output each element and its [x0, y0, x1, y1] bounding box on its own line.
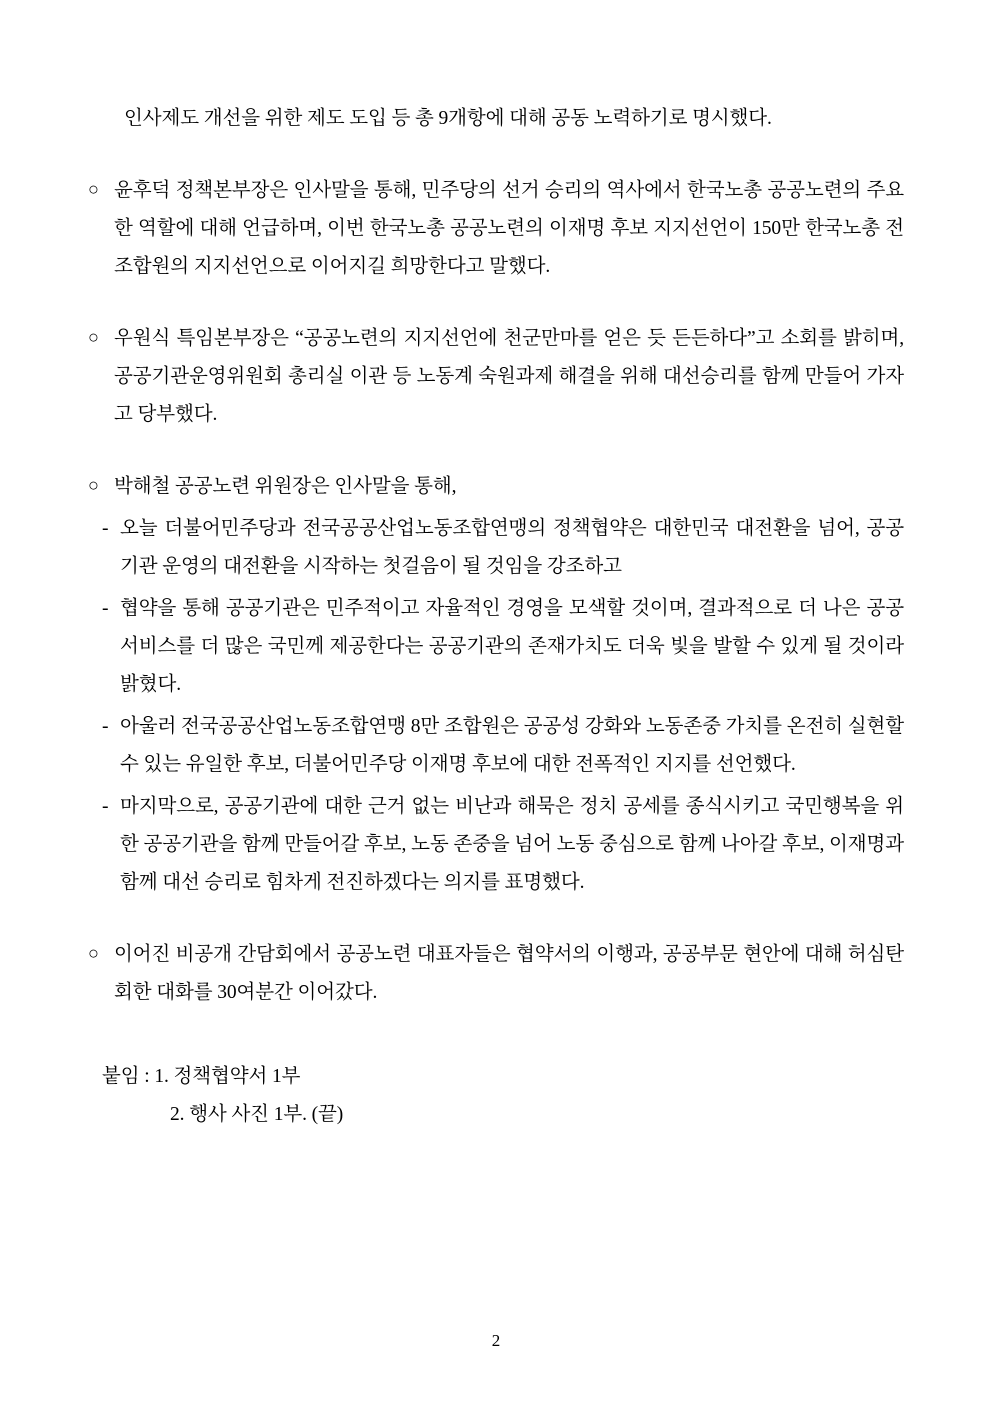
sub-item-list — [88, 510, 904, 902]
bullet-paragraph-2 — [88, 320, 904, 434]
bullet-paragraph-1-text: 윤후덕 정책본부장은 인사말을 통해, 민주당의 선거 승리의 역사에서 한국노총 공공노련의 주요한 역할에 대해 언급하며, 이번 한국노총 공공노련의 이재명 후보 지지선언이 150만 한국노총 전 조합원의 지지선언으로 이어지길 희망한다고 말했다. — [114, 180, 904, 278]
list-item-text: 협약을 통해 공공기관은 민주적이고 자율적인 경영을 모색할 것이며, 결과적으로 더 나은 공공서비스를 더 많은 국민께 제공한다는 공공기관의 존재가치도 더욱 빛을 발할 수 있게 될 것이라 밝혔다. — [120, 598, 904, 696]
bullet-marker-icon: ○ — [88, 475, 99, 496]
list-item — [102, 708, 904, 784]
list-item-text: 아울러 전국공공산업노동조합연맹 8만 조합원은 공공성 강화와 노동존중 가치를 온전히 실현할 수 있는 유일한 후보, 더불어민주당 이재명 후보에 대한 전폭적인 지지를 선언했다. — [120, 716, 904, 776]
list-item — [102, 788, 904, 902]
dash-marker-icon: - — [102, 518, 109, 540]
list-item-text: 마지막으로, 공공기관에 대한 근거 없는 비난과 해묵은 정치 공세를 종식시키고 국민행복을 위한 공공기관을 함께 만들어갈 후보, 노동 존중을 넘어 노동 중심으로 함께 나아갈 후보, 이재명과 함께 대선 승리로 힘차게 전진하겠다는 의지를 표명했다. — [120, 796, 904, 894]
bullet-marker-icon: ○ — [88, 179, 99, 200]
list-item — [102, 590, 904, 704]
dash-marker-icon: - — [102, 716, 109, 738]
bullet-marker-icon: ○ — [88, 943, 99, 964]
bullet-paragraph-3-text: 박해철 공공노련 위원장은 인사말을 통해, — [114, 476, 457, 498]
continuation-paragraph: 인사제도 개선을 위한 제도 도입 등 총 9개항에 대해 공동 노력하기로 명시했다. — [124, 108, 772, 129]
list-item — [102, 510, 904, 586]
bullet-marker-icon: ○ — [88, 327, 99, 348]
attachment-line-2: 2. 행사 사진 1부. (끝) — [170, 1104, 344, 1126]
attachment-section — [102, 1058, 904, 1134]
bullet-paragraph-2-text: 우원식 특임본부장은 “공공노련의 지지선언에 천군만마를 얻은 듯 든든하다”고 소회를 밝히며, 공공기관운영위원회 총리실 이관 등 노동계 숙원과제 해결을 위해 대선승리를 함께 만들어 가자고 당부했다. — [114, 328, 904, 426]
document-body — [88, 100, 904, 1134]
bullet-paragraph-4 — [88, 936, 904, 1012]
dash-marker-icon: - — [102, 598, 109, 620]
page-number: 2 — [491, 1331, 501, 1350]
bullet-paragraph-1 — [88, 172, 904, 286]
bullet-paragraph-3 — [88, 468, 904, 506]
attachment-line-1: 붙임 : 1. 정책협약서 1부 — [102, 1066, 301, 1088]
list-item-text: 오늘 더불어민주당과 전국공공산업노동조합연맹의 정책협약은 대한민국 대전환을 넘어, 공공기관 운영의 대전환을 시작하는 첫걸음이 될 것임을 강조하고 — [120, 518, 904, 578]
dash-marker-icon: - — [102, 796, 109, 818]
bullet-paragraph-4-text: 이어진 비공개 간담회에서 공공노련 대표자들은 협약서의 이행과, 공공부문 현안에 대해 허심탄회한 대화를 30여분간 이어갔다. — [114, 944, 904, 1004]
